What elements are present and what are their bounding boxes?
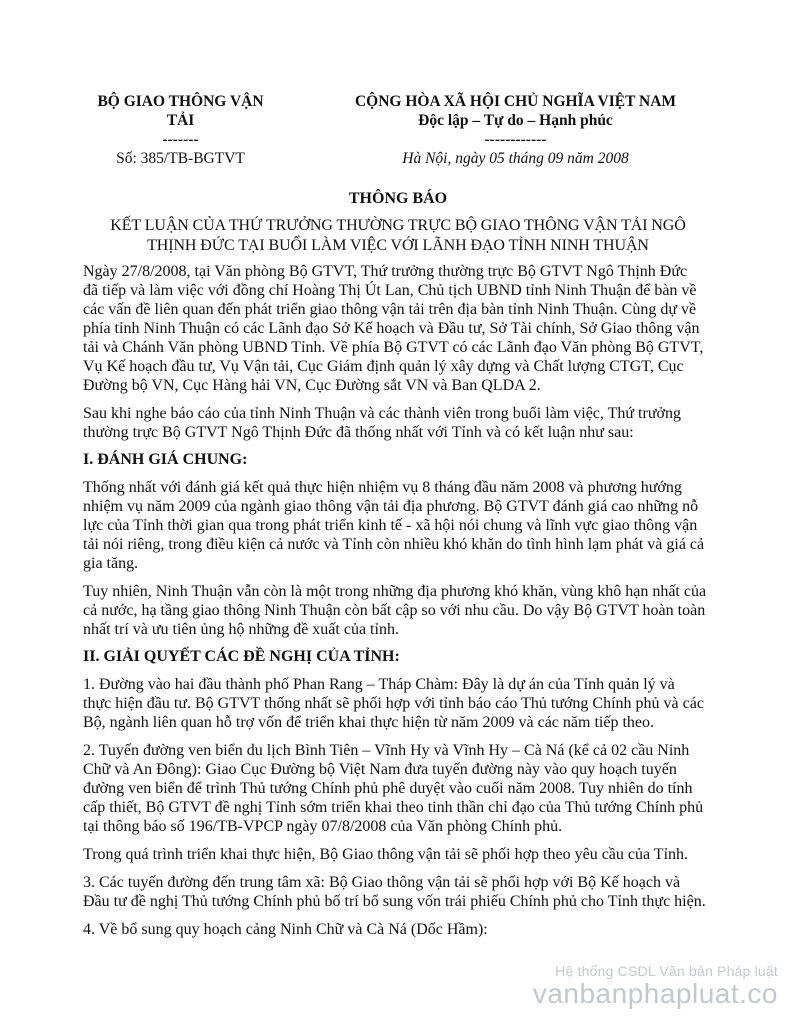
paragraph-difficulties: [83, 582, 713, 639]
document-page: [83, 92, 713, 939]
text-line: đã tiếp và làm việc với đồng chí Hoàng Thị Út Lan, Chủ tịch UBND tỉnh Ninh Thuận để bàn về: [83, 282, 697, 299]
text-line: nhiệm vụ năm 2009 của ngành giao thông vận tải địa phương. Bộ GTVT đánh giá cao những nỗ: [83, 498, 699, 515]
national-name: CỘNG HÒA XÃ HỘI CHỦ NGHĨA VIỆT NAM: [354, 93, 677, 110]
paragraph-item-1: [83, 675, 713, 732]
text-line: tải và Chánh Văn phòng UBND Tỉnh. Về phía Bộ GTVT có các Lãnh đạo Văn phòng Bộ GTVT,: [83, 339, 704, 356]
paragraph-intro: [83, 262, 713, 395]
text-line: Đường bộ VN, Cục Hàng hải VN, Cục Đường sắt VN và Ban QLDA 2.: [83, 377, 541, 394]
issuing-agency-block: [83, 92, 278, 168]
text-line: đường ven biển để trình Thủ tướng Chính phủ phê duyệt vào cuối năm 2008. Tuy nhiên do tính: [83, 780, 693, 797]
document-header: [83, 92, 713, 168]
text-line: thực hiện đầu tư. Bộ GTVT thống nhất sẽ phối hợp với tỉnh báo cáo Thủ tướng Chính phủ và các: [83, 695, 704, 712]
text-line: Thống nhất với đánh giá kết quả thực hiện nhiệm vụ 8 tháng đầu năm 2008 và phương hướng: [83, 479, 682, 496]
text-line: Vụ Kế hoạch đầu tư, Vụ Vận tải, Cục Giám định quản lý xây dựng và Chất lượng CTGT, Cục: [83, 358, 684, 375]
text-line: cả nước, hạ tầng giao thông Ninh Thuận còn bất cập so với nhu cầu. Do vậy Bộ GTVT hoàn toàn: [83, 602, 706, 619]
section-heading-2: II. GIẢI QUYẾT CÁC ĐỀ NGHỊ CỦA TỈNH:: [83, 648, 400, 665]
national-divider: ------------: [484, 131, 547, 148]
agency-name-line2: TẢI: [166, 112, 195, 129]
text-line: Chữ và An Đông): Giao Cục Đường bộ Việt Nam đưa tuyến đường này vào quy hoạch tuyến: [83, 761, 677, 778]
paragraph-item-4: [83, 920, 713, 939]
text-line: 1. Đường vào hai đầu thành phố Phan Rang – Tháp Chàm: Đây là dự án của Tỉnh quản lý và: [83, 676, 675, 693]
text-line: Sau khi nghe báo cáo của tỉnh Ninh Thuận và các thành viên trong buổi làm việc, Thứ trưởng: [83, 405, 681, 422]
subtitle-line-2: THỊNH ĐỨC TẠI BUỔI LÀM VIỆC VỚI LÃNH ĐẠO TỈNH NINH THUẬN: [147, 237, 649, 254]
text-line: tại thông báo số 196/TB-VPCP ngày 07/8/2008 của Văn phòng Chính phủ.: [83, 818, 563, 835]
section-heading-1: I. ĐÁNH GIÁ CHUNG:: [83, 451, 248, 468]
watermark-domain: vanbanphapluat.co: [532, 978, 778, 1009]
text-line: cấp thiết, Bộ GTVT đề nghị Tỉnh sớm triển khai theo tinh thần chỉ đạo của Thủ tướng Chính phủ: [83, 799, 704, 816]
text-line: Trong quá trình triển khai thực hiện, Bộ Giao thông vận tải sẽ phối hợp theo yêu cầu của Tỉnh.: [83, 846, 689, 863]
paragraph-item-2: [83, 741, 713, 836]
text-line: tải nói riêng, trong điều kiện cả nước và Tỉnh còn nhiều khó khăn do tình hình lạm phát và giá cả: [83, 536, 705, 553]
watermark-caption: Hệ thống CSDL Văn bản Pháp luật: [555, 963, 778, 979]
text-line: nhất trí và ưu tiên ủng hộ những đề xuất của tỉnh.: [83, 621, 399, 638]
national-motto: Độc lập – Tự do – Hạnh phúc: [418, 112, 613, 129]
text-line: các vấn đề liên quan đến phát triển giao thông vận tải trên địa bàn tỉnh Ninh Thuận. Cùng dự về: [83, 301, 697, 318]
document-date: Hà Nội, ngày 05 tháng 09 năm 2008: [402, 150, 629, 167]
document-number: Số: 385/TB-BGTVT: [116, 150, 245, 167]
text-line: phía tỉnh Ninh Thuận có các Lãnh đạo Sở Kế hoạch và Đầu tư, Sở Tài chính, Sở Giao thông vận: [83, 320, 700, 337]
site-watermark: [533, 963, 778, 1009]
text-line: Đầu tư đề nghị Thủ tướng Chính phủ bố trí bổ sung vốn trái phiếu Chính phủ cho Tỉnh thực hiện.: [83, 893, 706, 910]
text-line: 3. Các tuyến đường đến trung tâm xã: Bộ Giao thông vận tải sẽ phối hợp với Bộ Kế hoạch và: [83, 874, 681, 891]
text-line: 2. Tuyến đường ven biển du lịch Bình Tiên – Vĩnh Hy và Vĩnh Hy – Cà Ná (kể cả 02 cầu Ninh: [83, 742, 690, 759]
document-subtitle: [83, 216, 713, 256]
text-line: thường trực Bộ GTVT Ngô Thịnh Đức đã thống nhất với Tỉnh và có kết luận như sau:: [83, 424, 634, 441]
text-line: lực của Tỉnh thời gian qua trong phát triển kinh tế - xã hội nói chung và lĩnh vực giao thông vận: [83, 517, 698, 534]
national-title-block: [318, 92, 713, 168]
paragraph-assessment: [83, 478, 713, 573]
paragraph-conclusion-intro: [83, 404, 713, 442]
text-line: Bộ, ngành liên quan hỗ trợ vốn để triển khai thực hiện từ năm 2009 và các năm tiếp theo.: [83, 714, 654, 731]
document-title: THÔNG BÁO: [348, 190, 448, 207]
paragraph-item-3: [83, 873, 713, 911]
text-line: 4. Về bổ sung quy hoạch cảng Ninh Chữ và Cà Ná (Dốc Hầm):: [83, 921, 488, 938]
text-line: Tuy nhiên, Ninh Thuận vẫn còn là một trong những địa phương khó khăn, vùng khô hạn nhất của: [83, 583, 707, 600]
paragraph-implementation: [83, 845, 713, 864]
agency-name-line1: BỘ GIAO THÔNG VẬN: [97, 93, 264, 110]
text-line: Ngày 27/8/2008, tại Văn phòng Bộ GTVT, Thứ trưởng thường trực Bộ GTVT Ngô Thịnh Đức: [83, 263, 688, 280]
text-line: gia tăng.: [83, 555, 139, 572]
subtitle-line-1: KẾT LUẬN CỦA THỨ TRƯỞNG THƯỜNG TRỰC BỘ GIAO THÔNG VẬN TẢI NGÔ: [110, 217, 686, 234]
agency-divider: -------: [162, 131, 199, 148]
